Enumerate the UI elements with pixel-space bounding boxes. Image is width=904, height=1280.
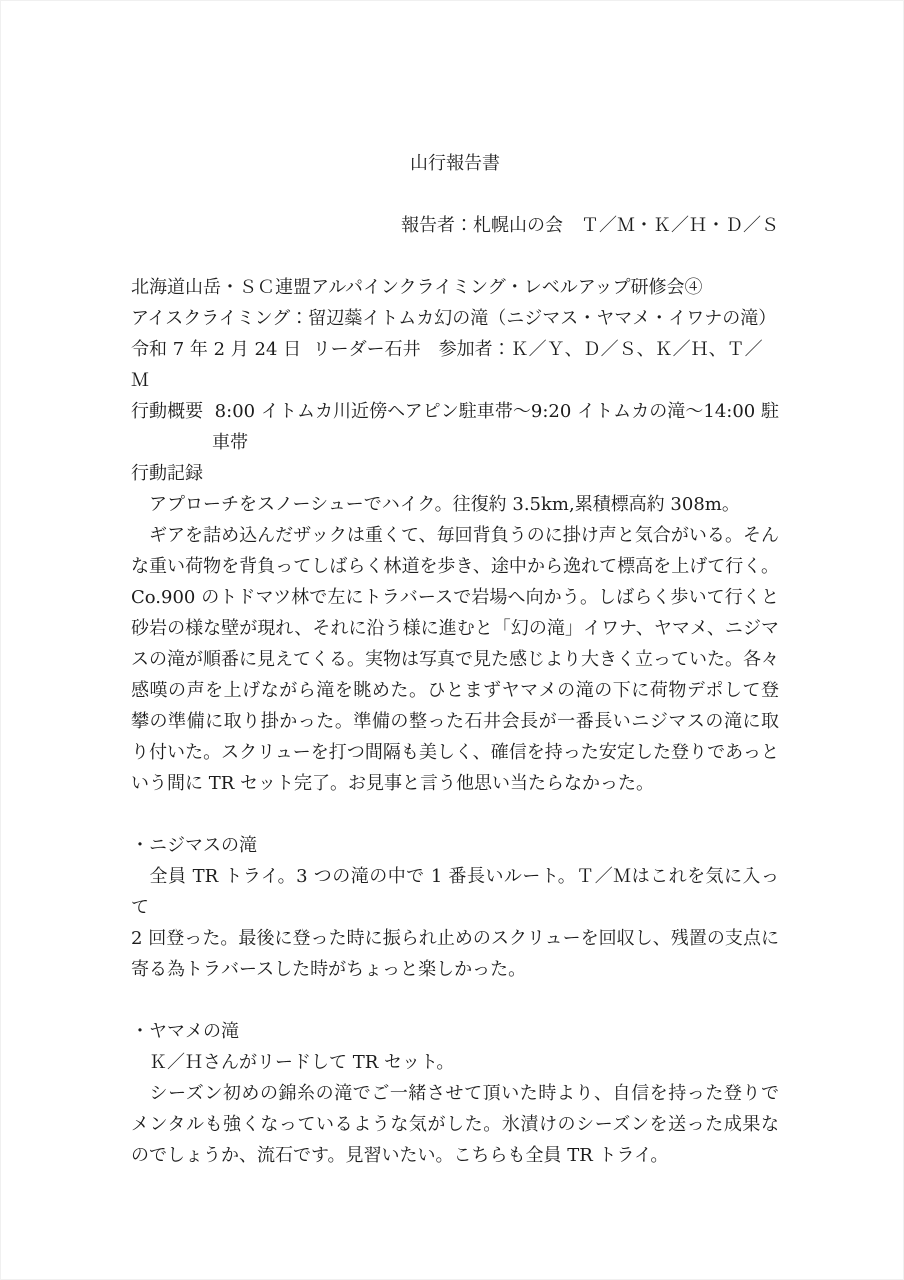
schedule-line: 車帯 xyxy=(212,432,248,453)
blank-line xyxy=(131,799,779,830)
body-line: いう間に TR セット完了。お見事と言う他思い当たらなかった。 xyxy=(131,773,654,794)
body-line: 2 回登った。最後に登った時に振られ止めのスクリューを回収し、残置の支点に xyxy=(131,928,779,949)
section-heading: 行動記録 xyxy=(131,463,203,484)
body-line: 全員 TR トライ。3 つの滝の中で 1 番長いルート。Ｔ／Ｍはこれを気に入って xyxy=(131,866,779,918)
date-members-line: 令和 7 年 2 月 24 日 リーダー石井 参加者：Ｋ／Ｙ、Ｄ／Ｓ、Ｋ／Ｈ、Ｔ／Ｍ xyxy=(131,339,763,391)
body-line: のでしょうか、流石です。見習いたい。こちらも全員 TR トライ。 xyxy=(131,1145,669,1166)
body-line: 感嘆の声を上げながら滝を眺めた。ひとまずヤマメの滝の下に荷物デポして登 xyxy=(131,680,779,701)
body-line: 砂岩の様な壁が現れ、それに沿う様に進むと「幻の滝」イワナ、ヤマメ、ニジマ xyxy=(131,618,779,639)
body-line: ギアを詰め込んだザックは重くて、毎回背負うのに掛け声と気合がいる。そん xyxy=(131,525,779,546)
event-name-line: 北海道山岳・ＳＣ連盟アルパインクライミング・レベルアップ研修会④ xyxy=(131,277,703,298)
document-body xyxy=(131,148,779,1171)
document-title: 山行報告書 xyxy=(410,153,500,174)
blank-line xyxy=(131,241,779,272)
blank-line xyxy=(131,985,779,1016)
body-line: な重い荷物を背負ってしばらく林道を歩き、途中から逸れて標高を上げて行く。 xyxy=(131,556,779,577)
event-detail-line: アイスクライミング：留辺蘂イトムカ幻の滝（ニジマス・ヤマメ・イワナの滝） xyxy=(131,308,777,329)
body-line: り付いた。スクリューを打つ間隔も美しく、確信を持った安定した登りであっと xyxy=(131,742,779,763)
body-line: シーズン初めの錦糸の滝でご一緒させて頂いた時より、自信を持った登りで xyxy=(131,1083,779,1104)
subsection-heading: ・ヤマメの滝 xyxy=(131,1021,239,1042)
body-line: Co.900 のトドマツ林で左にトラバースで岩場へ向かう。しばらく歩いて行くと xyxy=(131,587,779,608)
body-line: Ｋ／Ｈさんがリードして TR セット。 xyxy=(131,1052,455,1073)
subsection-heading: ・ニジマスの滝 xyxy=(131,835,257,856)
body-line: 寄る為トラバースした時がちょっと楽しかった。 xyxy=(131,959,527,980)
body-line: メンタルも強くなっているような気がした。氷漬けのシーズンを送った成果な xyxy=(131,1114,779,1135)
body-line: スの滝が順番に見えてくる。実物は写真で見た感じより大きく立っていた。各々 xyxy=(131,649,779,670)
reporter-line: 報告者：札幌山の会 Ｔ／Ｍ・Ｋ／Ｈ・Ｄ／Ｓ xyxy=(401,215,779,236)
body-line: アプローチをスノーシューでハイク。往復約 3.5km,累積標高約 308m。 xyxy=(131,494,740,515)
body-line: 攀の準備に取り掛かった。準備の整った石井会長が一番長いニジマスの滝に取 xyxy=(131,711,779,732)
blank-line xyxy=(131,179,779,210)
schedule-line: 行動概要 8:00 イトムカ川近傍ヘアピン駐車帯～9:20 イトムカの滝～14:00 駐 xyxy=(131,401,779,422)
